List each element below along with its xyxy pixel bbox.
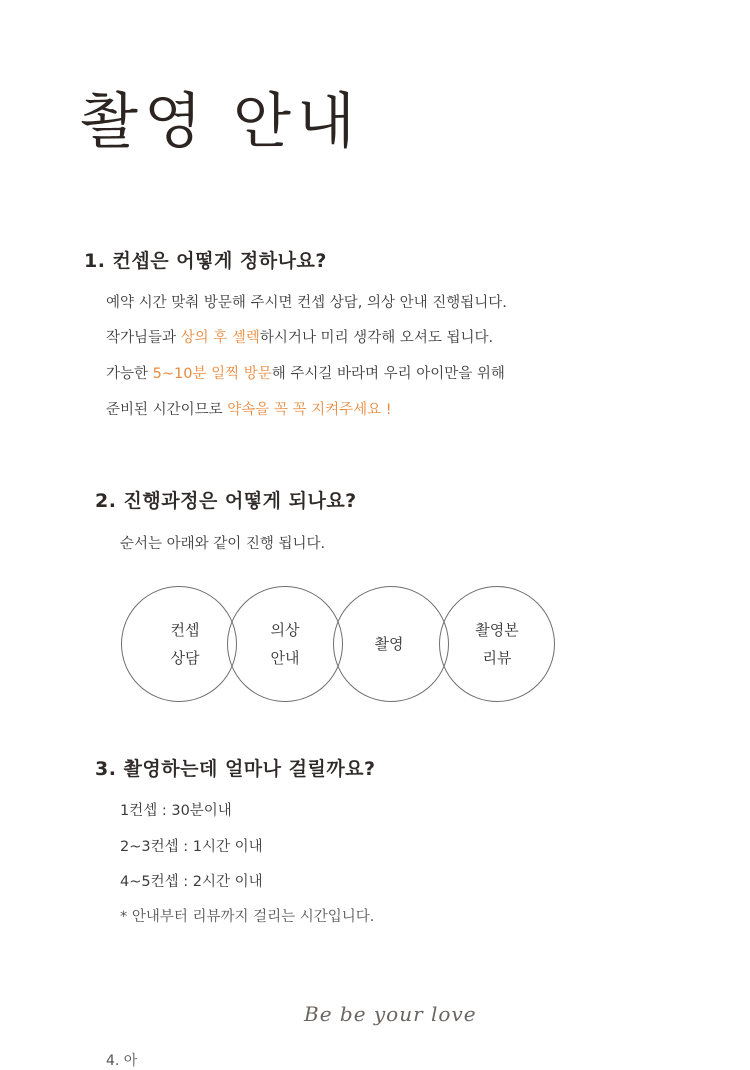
- process-steps: [121, 586, 561, 706]
- partial-heading-4: 4. 아: [106, 1053, 138, 1069]
- duration-item: 4~5컨셉 : 2시간 이내: [120, 874, 263, 890]
- duration-note: * 안내부터 리뷰까지 걸리는 시간입니다.: [120, 909, 375, 925]
- question-1-heading: 1. 컨셉은 어떻게 정하나요?: [84, 250, 327, 272]
- step-consult: 컨셉 상담: [170, 620, 200, 667]
- duration-item: 2~3컨셉 : 1시간 이내: [120, 839, 263, 855]
- duration-item: 1컨셉 : 30분이내: [120, 803, 232, 819]
- question-2-heading: 2. 진행과정은 어떻게 되나요?: [95, 490, 357, 512]
- highlight-text: 5~10분 일찍 방문: [152, 366, 272, 382]
- question-3-heading: 3. 촬영하는데 얼마나 걸릴까요?: [95, 758, 376, 780]
- q1-line-1: 예약 시간 맞춰 방문해 주시면 컨셉 상담, 의상 안내 진행됩니다.: [106, 295, 507, 311]
- step-outfit: 의상 안내: [270, 620, 300, 667]
- q1-line-3: 가능한 5~10분 일찍 방문해 주시길 바라며 우리 아이만을 위해: [106, 366, 505, 382]
- highlight-text: 상의 후 셀렉: [180, 330, 260, 346]
- q1-line-4: 준비된 시간이므로 약속을 꼭 꼭 지켜주세요 !: [106, 402, 392, 418]
- q2-intro: 순서는 아래와 같이 진행 됩니다.: [120, 536, 326, 552]
- signature-logo: Be be your love: [304, 1002, 477, 1026]
- step-shoot: 촬영: [374, 634, 404, 653]
- page-title: 촬영 안내: [80, 87, 361, 157]
- highlight-text: 약속을 꼭 꼭 지켜주세요 !: [227, 402, 392, 418]
- step-review: 촬영본 리뷰: [475, 620, 519, 667]
- q1-line-2: 작가님들과 상의 후 셀렉하시거나 미리 생각해 오셔도 됩니다.: [106, 330, 494, 346]
